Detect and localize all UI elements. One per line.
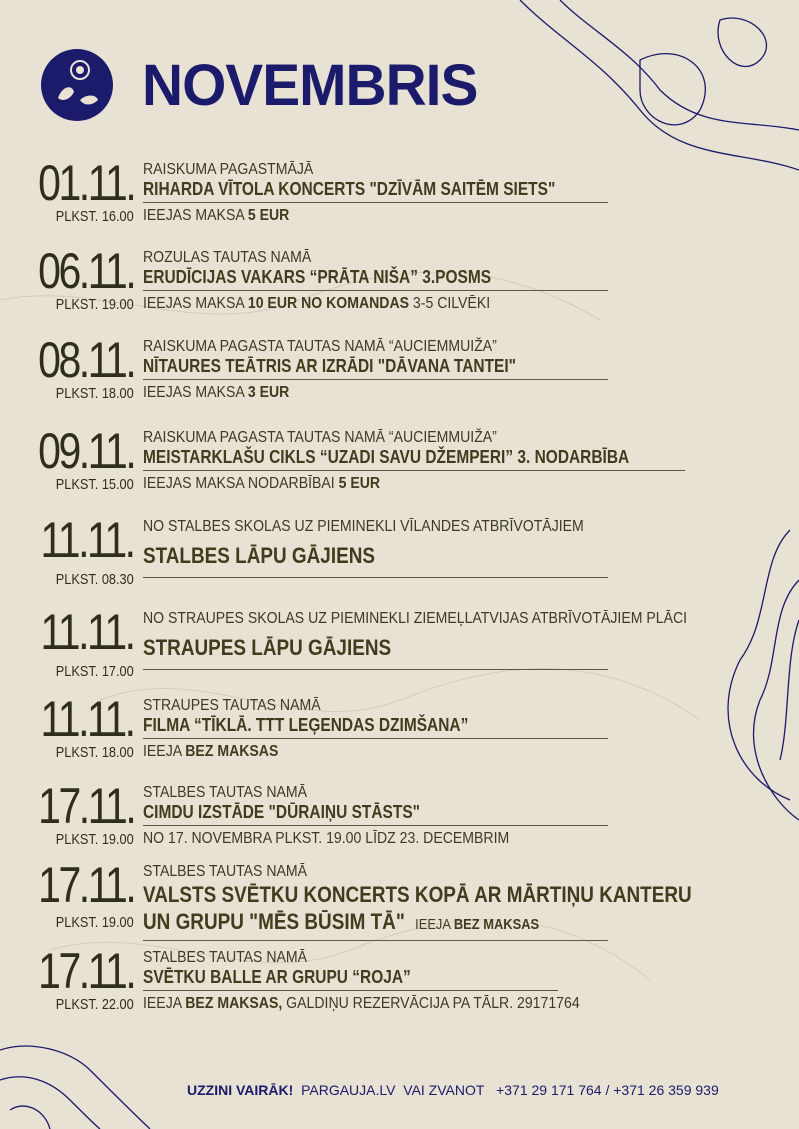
event-info [143, 428, 708, 494]
event-info [143, 948, 639, 1014]
event-time: PLKST. 17.00 [56, 663, 134, 680]
event-venue: NO STALBES SKOLAS UZ PIEMINEKLI VĪLANDES ATBRĪVOTĀJIEM [143, 518, 584, 535]
event-venue: RAISKUMA PAGASTA TAUTAS NAMĀ “AUCIEMMUIŽA” [143, 338, 497, 355]
event-date: 08.11. [37, 332, 134, 388]
event-date: 06.11. [37, 243, 134, 299]
event-info [143, 696, 608, 762]
event-venue: STALBES TAUTAS NAMĀ [143, 949, 308, 966]
event-title [143, 634, 675, 661]
detail-text: 3-5 CILVĒKI [409, 295, 491, 312]
detail-text: IEEJAS MAKSA [143, 384, 248, 401]
event-title [143, 542, 574, 569]
event-date: 17.11. [37, 857, 134, 913]
event-time: PLKST. 18.00 [56, 385, 134, 402]
event-details [143, 829, 552, 849]
event-title [143, 179, 555, 200]
footer [187, 1082, 719, 1098]
event-info [143, 248, 608, 314]
event-time: PLKST. 19.00 [56, 296, 134, 313]
detail-bold: BEZ MAKSAS [453, 916, 540, 933]
event-title-line: UN GRUPU "MĒS BŪSIM TĀ" [143, 909, 405, 934]
event-title-line: STRAUPES LĀPU GĀJIENS [143, 635, 392, 660]
event-date: 17.11. [37, 778, 134, 834]
event-venue: RAISKUMA PAGASTMĀJĀ [143, 161, 314, 178]
divider [143, 738, 608, 739]
detail-text: NO 17. NOVEMBRA PLKST. 19.00 LĪDZ 23. DECEMBRIM [143, 830, 510, 847]
event-details [143, 294, 552, 314]
event-time: PLKST. 19.00 [56, 914, 134, 931]
footer-website-link[interactable]: PARGAUJA.LV [301, 1082, 396, 1098]
detail-bold: BEZ MAKSAS, [185, 995, 283, 1012]
event-title-line: STALBES LĀPU GĀJIENS [143, 543, 375, 568]
divider [143, 577, 608, 578]
detail-bold: BEZ MAKSAS [185, 743, 279, 760]
event-title [143, 967, 570, 988]
event-title-line: ERUDĪCIJAS VAKARS “PRĀTA NIŠA” 3.POSMS [143, 267, 492, 287]
event-date: 01.11. [37, 155, 134, 211]
divider [143, 825, 608, 826]
event-date: 17.11. [37, 943, 134, 999]
divider [143, 940, 608, 941]
divider [143, 669, 608, 670]
event-venue: ROZULAS TAUTAS NAMĀ [143, 249, 312, 266]
event-title-line: CIMDU IZSTĀDE "DŪRAIŅU STĀSTS" [143, 802, 420, 822]
divider [143, 290, 608, 291]
detail-text: IEEJAS MAKSA [143, 207, 248, 224]
detail-text: IEEJA [415, 916, 454, 933]
event-time: PLKST. 18.00 [56, 744, 134, 761]
event-venue: RAISKUMA PAGASTA TAUTAS NAMĀ “AUCIEMMUIŽA” [143, 429, 497, 446]
event-date: 11.11. [40, 512, 134, 568]
event-venue: STALBES TAUTAS NAMĀ [143, 863, 308, 880]
event-time: PLKST. 19.00 [56, 831, 134, 848]
event-venue: NO STRAUPES SKOLAS UZ PIEMINEKLI ZIEMEĻLATVIJAS ATBRĪVOTĀJIEM PLĀCI [143, 610, 688, 627]
footer-or: VAI ZVANOT [403, 1082, 485, 1098]
event-details [143, 994, 580, 1014]
event-title-line: NĪTAURES TEĀTRIS AR IZRĀDI "DĀVANA TANTEI" [143, 356, 517, 376]
divider [143, 202, 608, 203]
footer-phones: +371 29 171 764 / +371 26 359 939 [496, 1082, 719, 1098]
divider [143, 379, 608, 380]
event-time: PLKST. 16.00 [56, 208, 134, 225]
event-details [143, 383, 552, 403]
event-info [143, 160, 622, 226]
event-title [143, 356, 543, 377]
event-info [143, 783, 608, 849]
event-time: PLKST. 22.00 [56, 996, 134, 1013]
detail-bold: 5 EUR [338, 475, 381, 492]
footer-cta: UZZINI VAIRĀK! [187, 1082, 294, 1098]
event-time: PLKST. 15.00 [56, 476, 134, 493]
event-title [143, 715, 543, 736]
event-title-line: RIHARDA VĪTOLA KONCERTS "DZĪVĀM SAITĒM SIETS" [143, 179, 556, 199]
detail-text: IEEJAS MAKSA [143, 295, 248, 312]
divider [143, 990, 558, 991]
event-title-note [415, 916, 539, 933]
detail-bold: 10 EUR NO KOMANDAS [247, 295, 410, 312]
event-date: 09.11. [37, 423, 134, 479]
event-title [143, 267, 543, 288]
event-title-line: FILMA “TĪKLĀ. TTT LEĢENDAS DZIMŠANA” [143, 715, 469, 735]
event-info [143, 517, 644, 581]
detail-text: IEEJA [143, 995, 186, 1012]
logo [40, 48, 114, 122]
event-info [143, 609, 761, 673]
event-title-line: MEISTARKLAŠU CIKLS “UZADI SAVU DŽEMPERI” 3. NODARBĪBA [143, 447, 630, 467]
event-title [143, 881, 692, 908]
detail-text: GALDIŅU REZERVĀCIJA PA TĀLR. 29171764 [282, 995, 580, 1012]
detail-text: IEEJAS MAKSA NODARBĪBAI [143, 475, 339, 492]
event-time: PLKST. 08.30 [56, 571, 134, 588]
event-details [143, 474, 641, 494]
event-title [143, 908, 692, 938]
event-date: 11.11. [40, 604, 134, 660]
event-date: 11.11. [40, 691, 134, 747]
event-venue: STRAUPES TAUTAS NAMĀ [143, 697, 321, 714]
page-title: NOVEMBRIS [142, 53, 478, 118]
event-title-line: VALSTS SVĒTKU KONCERTS KOPĀ AR MĀRTIŅU KANTERU [143, 882, 692, 907]
event-title [143, 447, 629, 468]
detail-bold: 3 EUR [247, 384, 290, 401]
detail-text: IEEJA [143, 743, 186, 760]
event-title [143, 802, 543, 823]
event-venue: STALBES TAUTAS NAMĀ [143, 784, 308, 801]
event-details [143, 742, 552, 762]
event-details [143, 206, 565, 226]
divider [143, 470, 685, 471]
event-info [143, 337, 608, 403]
detail-bold: 5 EUR [247, 207, 290, 224]
event-title-line: SVĒTKU BALLE AR GRUPU “ROJA” [143, 967, 411, 987]
event-info [143, 862, 781, 944]
